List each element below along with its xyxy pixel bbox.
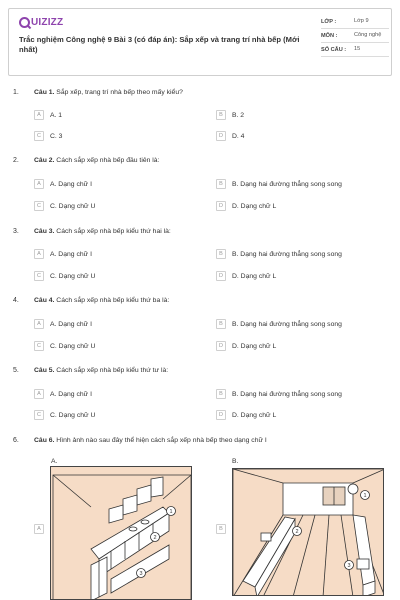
option-text: B. 2 <box>232 111 245 119</box>
option-letter-box[interactable]: B <box>216 524 226 534</box>
question-number: 2. <box>13 157 19 164</box>
option-text: D. Dạng chữ L <box>232 202 277 210</box>
question-text <box>34 367 168 374</box>
image-option-a[interactable] <box>34 524 44 534</box>
kitchen-drawing-b <box>233 469 384 596</box>
option-text: C. 3 <box>50 132 63 140</box>
option-letter-box[interactable]: A <box>34 110 44 120</box>
option-letter-box[interactable]: A <box>34 179 44 189</box>
option-letter-box[interactable]: C <box>34 131 44 141</box>
kitchen-drawing-a <box>51 467 192 600</box>
marker-label: 1 <box>363 493 367 499</box>
marker-label: 1 <box>169 509 173 515</box>
image-caption-b: B. <box>232 458 239 465</box>
question-number: 1. <box>13 89 19 96</box>
option-text: D. 4 <box>232 132 245 140</box>
option-letter-box[interactable]: D <box>216 410 226 420</box>
option-letter-box[interactable]: A <box>34 524 44 534</box>
option-letter-box[interactable]: C <box>34 201 44 211</box>
option-letter-box[interactable]: A <box>34 389 44 399</box>
option-b[interactable] <box>216 179 342 189</box>
marker-label: 3 <box>139 571 143 577</box>
option-text: D. Dạng chữ L <box>232 272 277 280</box>
kitchen-illustration-b <box>232 468 384 596</box>
option-letter-box[interactable]: B <box>216 179 226 189</box>
option-c[interactable] <box>34 201 95 211</box>
option-a[interactable] <box>34 319 92 329</box>
quizizz-logo <box>19 15 63 29</box>
page-title: Trắc nghiệm Công nghệ 9 Bài 3 (có đáp án): Sắp xếp và trang trí nhà bếp (Mới nhất) <box>19 35 300 54</box>
option-c[interactable] <box>34 131 62 141</box>
question-body: Cách sắp xếp nhà bếp kiểu thứ tư là: <box>56 367 169 374</box>
question-label: Câu 6. <box>34 437 55 444</box>
option-text: B. Dạng hai đường thẳng song song <box>232 250 342 258</box>
option-d[interactable] <box>216 410 276 420</box>
option-text: B. Dạng hai đường thẳng song song <box>232 180 342 188</box>
option-letter-box[interactable]: D <box>216 201 226 211</box>
question-text <box>34 157 159 164</box>
logo-text: UIZIZZ <box>31 16 64 28</box>
option-b[interactable] <box>216 110 244 120</box>
meta-value: 15 <box>354 46 361 52</box>
option-text: B. Dạng hai đường thẳng song song <box>232 320 342 328</box>
question-body: Sắp xếp, trang trí nhà bếp theo mấy kiểu? <box>56 89 183 96</box>
question-number: 5. <box>13 367 19 374</box>
option-a[interactable] <box>34 249 92 259</box>
question-number: 3. <box>13 228 19 235</box>
logo-q-icon <box>19 17 30 28</box>
option-text: D. Dạng chữ L <box>232 411 277 419</box>
image-caption-a: A. <box>51 458 58 465</box>
question-label: Câu 3. <box>34 228 55 235</box>
meta-label: LỚP : <box>321 19 337 25</box>
option-text: A. Dạng chữ I <box>50 250 92 258</box>
question-text <box>34 437 267 444</box>
worksheet-header <box>8 8 392 76</box>
question-body: Hình ảnh nào sau đây thể hiện cách sắp xếp nhà bếp theo dạng chữ I <box>56 437 267 444</box>
option-letter-box[interactable]: B <box>216 389 226 399</box>
question-label: Câu 1. <box>34 89 55 96</box>
option-letter-box[interactable]: A <box>34 319 44 329</box>
option-d[interactable] <box>216 201 276 211</box>
option-text: A. 1 <box>50 111 63 119</box>
option-a[interactable] <box>34 110 62 120</box>
option-b[interactable] <box>216 319 342 329</box>
meta-row-subject <box>321 29 389 43</box>
meta-row-class <box>321 15 389 29</box>
meta-label: MÔN : <box>321 33 338 39</box>
meta-value: Công nghệ <box>354 32 382 38</box>
kitchen-illustration-a <box>50 466 192 600</box>
option-b[interactable] <box>216 389 342 399</box>
option-d[interactable] <box>216 131 244 141</box>
option-b[interactable] <box>216 249 342 259</box>
option-text: C. Dạng chữ U <box>50 272 96 280</box>
option-text: A. Dạng chữ I <box>50 180 92 188</box>
option-text: B. Dạng hai đường thẳng song song <box>232 390 342 398</box>
image-option-b[interactable] <box>216 524 226 534</box>
question-body: Cách sắp xếp nhà bếp kiểu thứ hai là: <box>56 228 171 235</box>
question-label: Câu 4. <box>34 297 55 304</box>
option-letter-box[interactable]: D <box>216 271 226 281</box>
question-label: Câu 2. <box>34 157 55 164</box>
option-letter-box[interactable]: A <box>34 249 44 259</box>
option-c[interactable] <box>34 341 95 351</box>
question-body: Cách sắp xếp nhà bếp đầu tiên là: <box>56 157 160 164</box>
question-number: 6. <box>13 437 19 444</box>
meta-label: SỐ CÂU : <box>321 47 347 53</box>
question-body: Cách sắp xếp nhà bếp kiểu thứ ba là: <box>56 297 170 304</box>
option-text: A. Dạng chữ I <box>50 320 92 328</box>
meta-panel <box>321 15 389 57</box>
option-letter-box[interactable]: C <box>34 271 44 281</box>
option-letter-box[interactable]: C <box>34 341 44 351</box>
option-text: A. Dạng chữ I <box>50 390 92 398</box>
option-letter-box[interactable]: C <box>34 410 44 420</box>
option-a[interactable] <box>34 179 92 189</box>
question-text <box>34 228 171 235</box>
option-text: C. Dạng chữ U <box>50 202 96 210</box>
option-c[interactable] <box>34 410 95 420</box>
marker-label: 3 <box>347 563 351 569</box>
meta-row-count <box>321 43 389 57</box>
option-letter-box[interactable]: D <box>216 131 226 141</box>
option-text: C. Dạng chữ U <box>50 342 96 350</box>
option-text: C. Dạng chữ U <box>50 411 96 419</box>
question-number: 4. <box>13 297 19 304</box>
option-letter-box[interactable]: D <box>216 341 226 351</box>
option-a[interactable] <box>34 389 92 399</box>
question-text <box>34 89 183 96</box>
meta-value: Lớp 9 <box>354 18 369 24</box>
marker-label: 2 <box>153 535 157 541</box>
option-text: D. Dạng chữ L <box>232 342 277 350</box>
question-text <box>34 297 169 304</box>
option-letter-box[interactable]: B <box>216 249 226 259</box>
option-letter-box[interactable]: B <box>216 319 226 329</box>
option-d[interactable] <box>216 341 276 351</box>
option-letter-box[interactable]: B <box>216 110 226 120</box>
marker-label: 2 <box>295 529 299 535</box>
question-label: Câu 5. <box>34 367 55 374</box>
option-d[interactable] <box>216 271 276 281</box>
option-c[interactable] <box>34 271 95 281</box>
